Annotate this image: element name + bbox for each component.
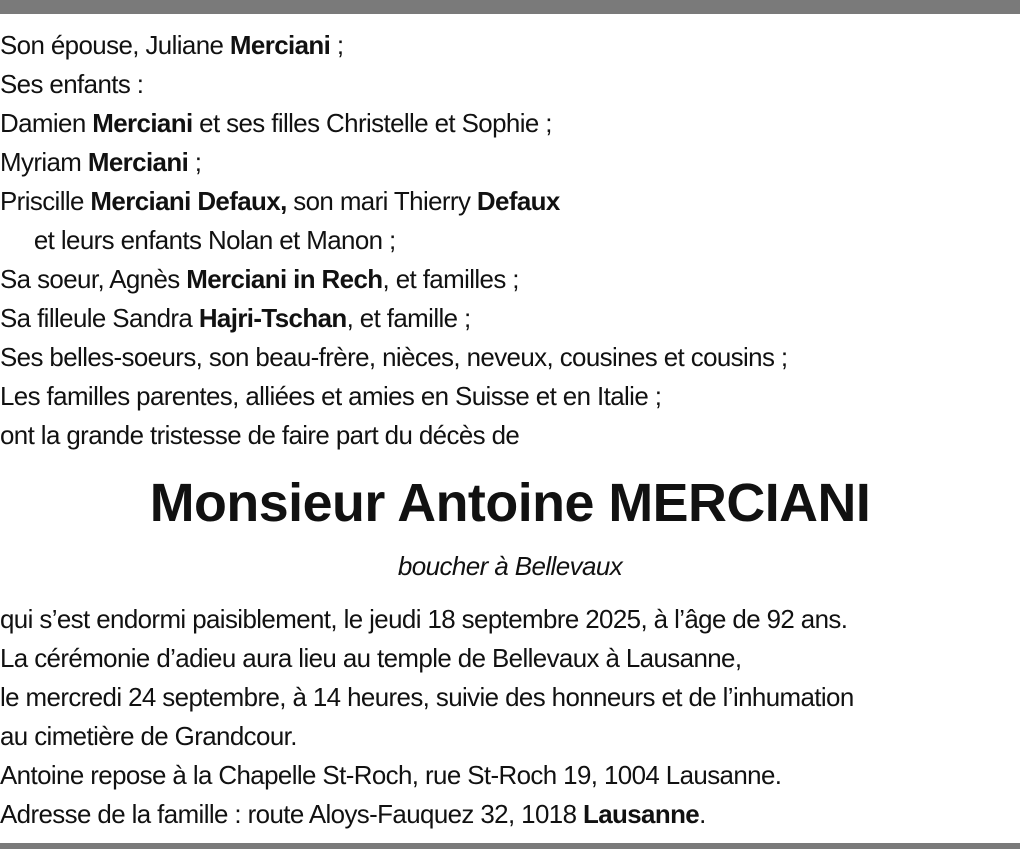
detail-line: au cimetière de Grandcour.	[0, 721, 297, 751]
detail-line: La cérémonie d’adieu aura lieu au temple de Bellevaux à Lausanne,	[0, 643, 742, 673]
family-line: et leurs enfants Nolan et Manon ;	[33, 225, 396, 255]
detail-line: le mercredi 24 septembre, à 14 heures, suivie des honneurs et de l’inhumation	[0, 682, 854, 712]
family-line: Damien Merciani et ses filles Christelle et Sophie ;	[0, 108, 552, 138]
detail-line: Antoine repose à la Chapelle St-Roch, rue St-Roch 19, 1004 Lausanne.	[0, 760, 782, 790]
family-line: Sa filleule Sandra Hajri-Tschan, et famille ;	[0, 303, 471, 333]
bottom-divider	[0, 843, 1020, 849]
family-line: Sa soeur, Agnès Merciani in Rech, et familles ;	[0, 264, 519, 294]
family-line: Priscille Merciani Defaux, son mari Thierry Defaux	[0, 186, 560, 216]
family-line: ont la grande tristesse de faire part du décès de	[0, 420, 520, 450]
family-line: Ses belles-soeurs, son beau-frère, nièces, neveux, cousines et cousins ;	[0, 342, 788, 372]
ceremony-details	[0, 600, 1020, 834]
top-divider	[0, 0, 1020, 14]
detail-line: Adresse de la famille : route Aloys-Fauquez 32, 1018 Lausanne.	[0, 799, 706, 829]
deceased-name: Monsieur Antoine MERCIANI	[149, 473, 871, 533]
deceased-profession: boucher à Bellevaux	[397, 551, 623, 581]
detail-line: qui s’est endormi paisiblement, le jeudi 18 septembre 2025, à l’âge de 92 ans.	[0, 604, 848, 634]
family-announcement	[0, 26, 1020, 455]
family-line: Les familles parentes, alliées et amies en Suisse et en Italie ;	[0, 381, 662, 411]
family-line: Myriam Merciani ;	[0, 147, 202, 177]
family-line: Ses enfants :	[0, 69, 144, 99]
family-line: Son épouse, Juliane Merciani ;	[0, 30, 344, 60]
